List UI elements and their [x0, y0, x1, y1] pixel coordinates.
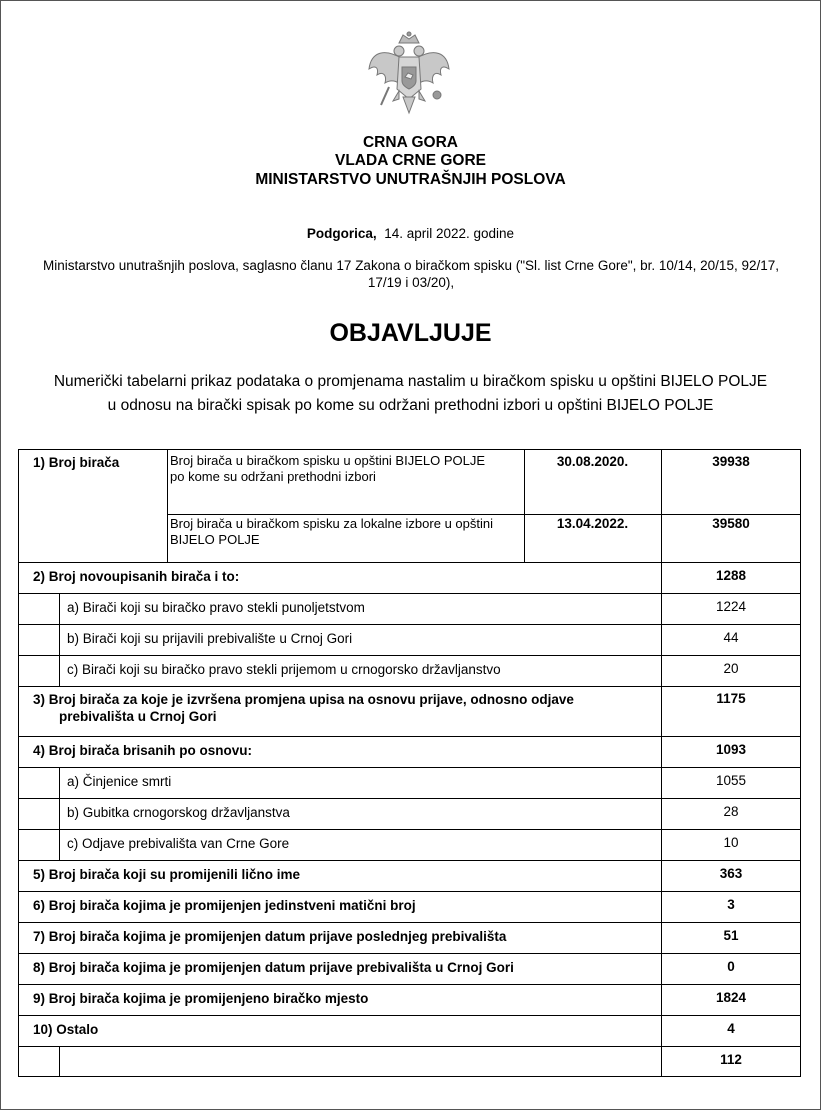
row-2b-label: b) Birači koji su prijavili prebivalište u Crnoj Gori	[67, 631, 353, 646]
row-2-label: 2) Broj novoupisanih birača i to:	[33, 569, 240, 584]
row-1-sub2-line-1: Broj birača u biračkom spisku za lokalne izbore u opštini	[170, 516, 493, 531]
row-1-sub1-line-2: po kome su održani prethodni izbori	[170, 469, 376, 484]
document-date: 14. april 2022. godine	[384, 226, 515, 241]
row-7-label: 7) Broj birača kojima je promijenjen datum prijave poslednjeg prebivališta	[33, 929, 507, 944]
description-line-2: u odnosu na birački spisak po kome su održani prethodni izbori u opštini BIJELO POLJE	[107, 397, 714, 414]
row-5-value: 363	[719, 866, 743, 881]
row-4-value: 1093	[715, 742, 747, 757]
row-6-label: 6) Broj birača kojima je promijenjen jedinstveni matični broj	[33, 898, 416, 913]
row-3-label-line-1: 3) Broj birača za koje je izvršena promjena upisa na osnovu prijave, odnosno odjave	[33, 692, 574, 707]
row-4a-label: a) Činjenice smrti	[67, 774, 172, 789]
intro-text	[31, 257, 791, 291]
voter-statistics-table	[18, 449, 801, 1077]
row-8-value: 0	[727, 959, 735, 974]
row-1-sub2-line-2: BIJELO POLJE	[170, 532, 260, 547]
row-4b-label: b) Gubitka crnogorskog državljanstva	[67, 805, 290, 820]
place-label: Podgorica,	[306, 226, 377, 241]
row-8-label: 8) Broj birača kojima je promijenjen datum prijave prebivališta u Crnoj Gori	[33, 960, 514, 975]
row-11-value: 112	[720, 1052, 742, 1067]
row-1-sub2-date: 13.04.2022.	[556, 516, 629, 531]
row-1-sub1-line-1: Broj birača u biračkom spisku u opštini BIJELO POLJE	[170, 453, 486, 468]
row-3-label	[33, 691, 574, 725]
row-4-label: 4) Broj birača brisanih po osnovu:	[33, 743, 253, 758]
intro-line-2: 17/19 i 03/20),	[367, 275, 455, 290]
header-ministry: MINISTARSTVO UNUTRAŠNJIH POSLOVA	[255, 171, 566, 188]
coat-of-arms-icon	[363, 29, 455, 121]
intro-line-1: Ministarstvo unutrašnjih poslova, saglasno članu 17 Zakona o biračkom spisku ("Sl. list Crne Gore", br. 10/14, 20/15, 92/17,	[43, 258, 779, 273]
announce-heading: OBJAVLJUJE	[329, 319, 492, 347]
place-and-date	[1, 226, 820, 241]
row-7-value: 51	[723, 928, 739, 943]
row-4b-value: 28	[723, 804, 739, 819]
row-2c-label: c) Birači koji su biračko pravo stekli prijemom u crnogorsko državljanstvo	[67, 662, 501, 677]
row-2a-label: a) Birači koji su biračko pravo stekli punoljetstvom	[67, 600, 365, 615]
row-2b-value: 44	[723, 630, 739, 645]
row-2a-value: 1224	[715, 599, 747, 614]
row-4a-value: 1055	[715, 773, 747, 788]
description-line-1: Numerički tabelarni prikaz podataka o promjenama nastalim u biračkom spisku u opštini BIJELO POLJE	[53, 373, 768, 390]
row-3-value: 1175	[716, 691, 746, 706]
row-3-label-line-2: prebivališta u Crnoj Gori	[59, 709, 217, 724]
row-5-label: 5) Broj birača koji su promijenili lično ime	[33, 867, 301, 882]
row-4c-label: c) Odjave prebivališta van Crne Gore	[67, 836, 290, 851]
row-1-sub2-text	[170, 516, 520, 548]
row-1-sub1-value: 39938	[712, 454, 750, 469]
row-6-value: 3	[727, 897, 735, 912]
header-country: CRNA GORA	[362, 134, 458, 151]
row-10-label: 10) Ostalo	[33, 1022, 99, 1037]
row-2-value: 1288	[715, 568, 747, 583]
row-2c-value: 20	[723, 661, 739, 676]
row-1-sub2-value: 39580	[712, 516, 750, 531]
row-1-sub1-text	[170, 453, 520, 485]
row-9-label: 9) Broj birača kojima je promijenjeno biračko mjesto	[33, 991, 369, 1006]
row-4c-value: 10	[723, 835, 739, 850]
row-1-label: 1) Broj birača	[33, 455, 120, 470]
row-10-value: 4	[727, 1021, 735, 1036]
row-1-sub1-date: 30.08.2020.	[556, 454, 629, 469]
row-9-value: 1824	[715, 990, 747, 1005]
header-government: VLADA CRNE GORE	[335, 152, 486, 169]
